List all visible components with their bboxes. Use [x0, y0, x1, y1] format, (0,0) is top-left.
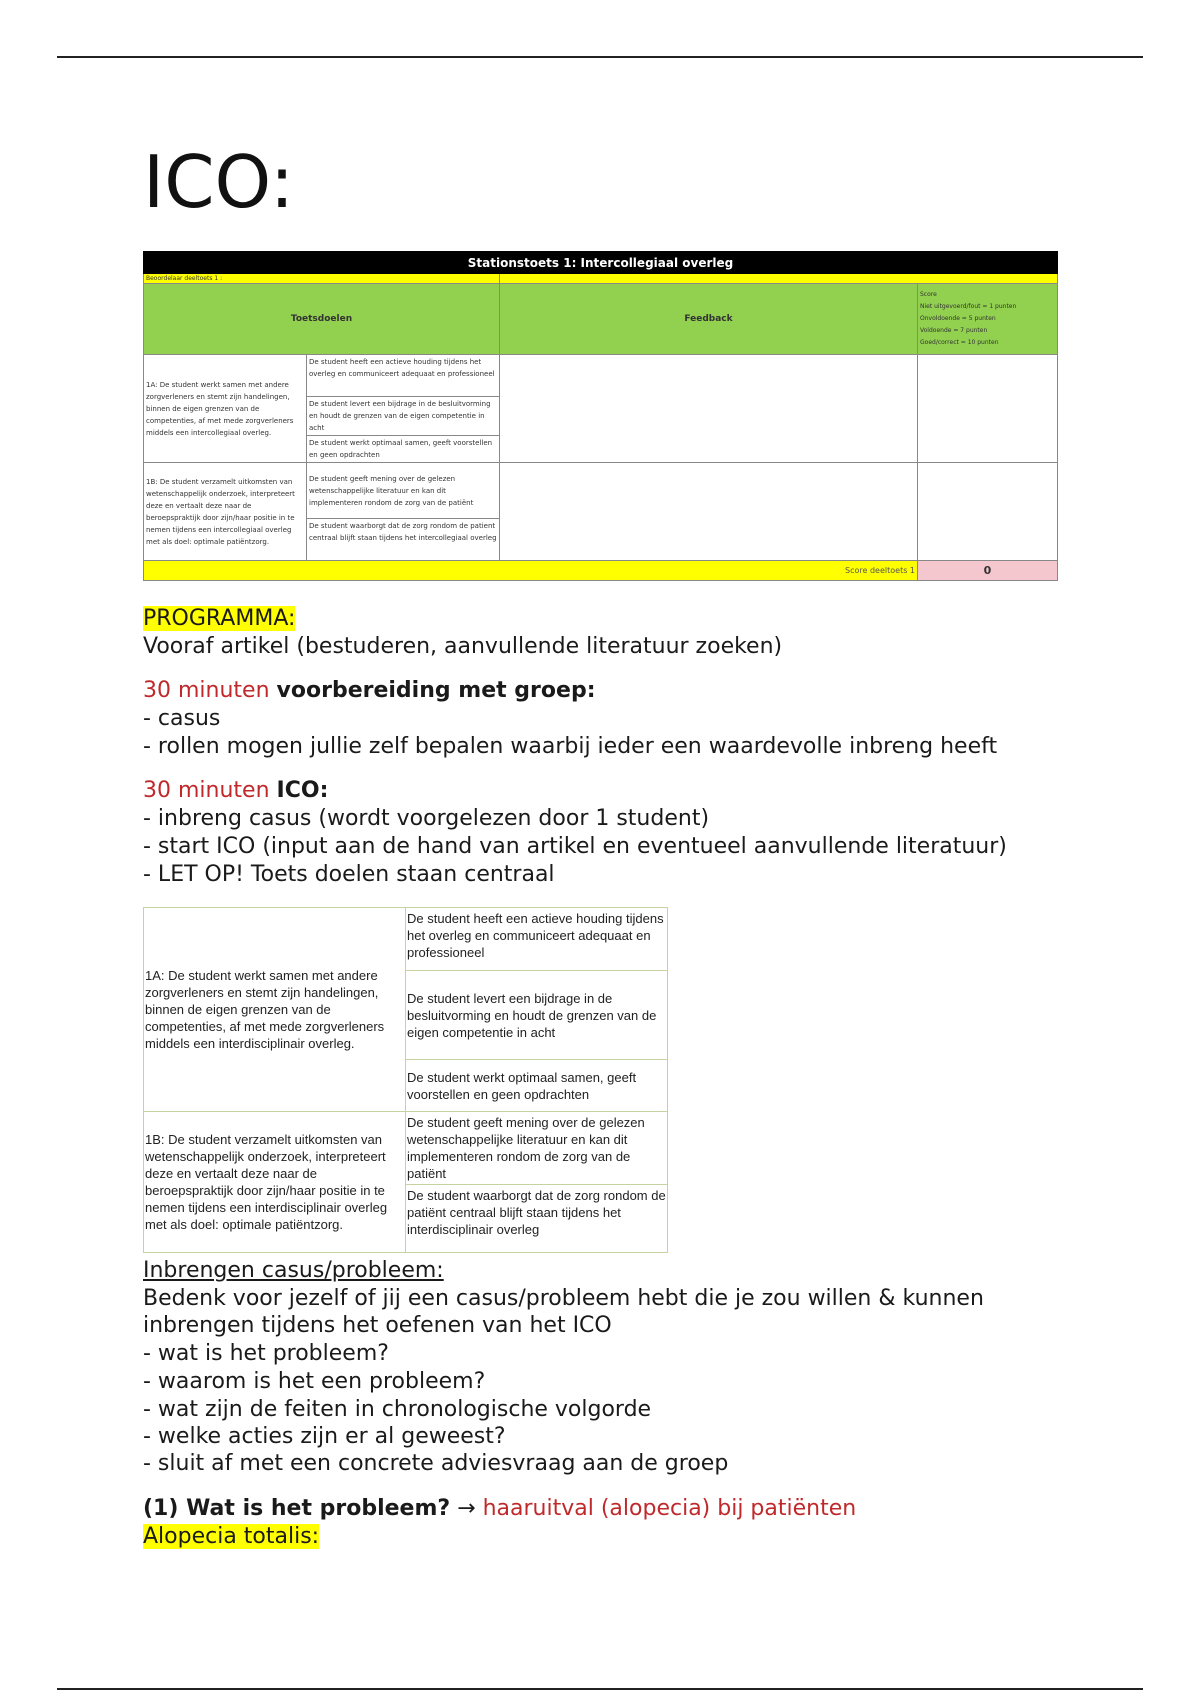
list-item: - casus	[143, 706, 221, 731]
rubric-goal-1a-item: De student levert een bijdrage in de besluitvorming en houdt de grenzen van de eigen competentie in acht	[307, 397, 500, 436]
goal-1b: 1B: De student verzamelt uitkomsten van wetenschappelijk onderzoek, interpreteert deze en vertaalt deze naar de beroepspraktijk door zijn/haar positie in te nemen tijdens een interdisciplinair overleg met als doel: optimale patiëntzorg.	[144, 1112, 406, 1253]
goal-1a-item: De student heeft een actieve houding tijdens het overleg en communiceert adequaat en professioneel	[406, 908, 668, 971]
inbrengen-intro-1: Bedenk voor jezelf of jij een casus/probleem hebt die je zou willen & kunnen	[143, 1286, 984, 1311]
rubric-goal-1a-item: De student heeft een actieve houding tijdens het overleg en communiceert adequaat en professioneel	[307, 355, 500, 397]
inbrengen-heading: Inbrengen casus/probleem:	[143, 1258, 444, 1283]
score-legend-line: Goed/correct = 10 punten	[920, 339, 999, 346]
rubric-table	[143, 251, 1058, 581]
score-legend-line: Voldoende = 7 punten	[920, 327, 988, 334]
rubric-score-1b	[918, 463, 1058, 561]
goal-1a-item: De student werkt optimaal samen, geeft voorstellen en geen opdrachten	[406, 1060, 668, 1112]
score-legend-line: Onvoldoende = 5 punten	[920, 315, 996, 322]
goal-1a-item: De student levert een bijdrage in de besluitvorming en houdt de grenzen van de eigen competentie in acht	[406, 971, 668, 1060]
rubric-goals-header: Toetsdoelen	[144, 284, 500, 355]
score-legend-line: Niet uitgevoerd/fout = 1 punten	[920, 303, 1017, 310]
list-item: - waarom is het een probleem?	[143, 1369, 486, 1394]
list-item: - start ICO (input aan de hand van artikel en eventueel aanvullende literatuur)	[143, 834, 1007, 859]
goal-1b-item: De student geeft mening over de gelezen wetenschappelijke literatuur en kan dit implementeren rondom de zorg van de patiënt	[406, 1112, 668, 1185]
list-item: - inbreng casus (wordt voorgelezen door 1 student)	[143, 806, 710, 831]
rubric-feedback-header: Feedback	[500, 284, 918, 355]
rubric-feedback-1a	[500, 355, 918, 463]
programma-heading: PROGRAMMA:	[143, 606, 296, 631]
programma-intro: Vooraf artikel (bestuderen, aanvullende literatuur zoeken)	[143, 634, 783, 659]
list-item: - LET OP! Toets doelen staan centraal	[143, 862, 555, 887]
rubric-score-legend	[918, 284, 1058, 355]
rubric-goal-1b-item: De student waarborgt dat de zorg rondom de patient centraal blijft staan tijdens het intercollegiaal overleg	[307, 519, 500, 561]
block2-time: 30 minuten	[143, 778, 270, 803]
rubric-score-value: 0	[918, 561, 1058, 581]
page-title: ICO:	[143, 140, 295, 224]
alopecia-heading: Alopecia totalis:	[143, 1524, 320, 1549]
inbrengen-intro-2: inbrengen tijdens het oefenen van het ICO	[143, 1313, 612, 1338]
block1-time: 30 minuten	[143, 678, 270, 703]
question-1-label: (1) Wat is het probleem?	[143, 1496, 451, 1521]
rubric-feedback-1b	[500, 463, 918, 561]
rubric-header: Stationstoets 1: Intercollegiaal overleg	[144, 252, 1058, 274]
goal-1a: 1A: De student werkt samen met andere zorgverleners en stemt zijn handelingen, binnen de eigen grenzen van de competenties, af met mede zorgverleners middels een interdisciplinair overleg.	[144, 908, 406, 1112]
rubric-subheader: Beoordelaar deeltoets 1 :	[144, 274, 500, 284]
header-rule	[57, 56, 1143, 58]
rubric-goal-1b: 1B: De student verzamelt uitkomsten van wetenschappelijk onderzoek, interpreteert deze en vertaalt deze naar de beroepspraktijk door zijn/haar positie in te nemen tijdens een intercollegiaal overleg met als doel: optimale patiëntzorg.	[144, 463, 307, 561]
rubric-goal-1a: 1A: De student werkt samen met andere zorgverleners en stemt zijn handelingen, binnen de eigen grenzen van de competenties, af met mede zorgverleners middels een intercollegiaal overleg.	[144, 355, 307, 463]
list-item: - welke acties zijn er al geweest?	[143, 1424, 506, 1449]
goals-table	[143, 907, 668, 1253]
question-1	[143, 1495, 856, 1523]
score-legend-line: Score	[920, 291, 937, 298]
rubric-goal-1b-item: De student geeft mening over de gelezen wetenschappelijke literatuur en kan dit implementeren rondom de zorg van de patiënt	[307, 463, 500, 519]
block1-title: voorbereiding met groep:	[276, 678, 596, 703]
block2-title: ICO:	[276, 778, 329, 803]
question-1-answer: haaruitval (alopecia) bij patiënten	[482, 1496, 857, 1521]
arrow-icon: →	[457, 1496, 476, 1521]
rubric-score-label: Score deeltoets 1	[144, 561, 918, 581]
list-item: - wat is het probleem?	[143, 1341, 389, 1366]
rubric-score-1a	[918, 355, 1058, 463]
list-item: - rollen mogen jullie zelf bepalen waarbij ieder een waardevolle inbreng heeft	[143, 734, 998, 759]
list-item: - wat zijn de feiten in chronologische volgorde	[143, 1397, 652, 1422]
goal-1b-item: De student waarborgt dat de zorg rondom de patiënt centraal blijft staan tijdens het interdisciplinair overleg	[406, 1185, 668, 1253]
footer-rule	[57, 1688, 1143, 1690]
block2-heading	[143, 777, 328, 805]
list-item: - sluit af met een concrete adviesvraag aan de groep	[143, 1451, 729, 1476]
rubric-goal-1a-item: De student werkt optimaal samen, geeft voorstellen en geen opdrachten	[307, 436, 500, 463]
block1-heading	[143, 677, 596, 705]
